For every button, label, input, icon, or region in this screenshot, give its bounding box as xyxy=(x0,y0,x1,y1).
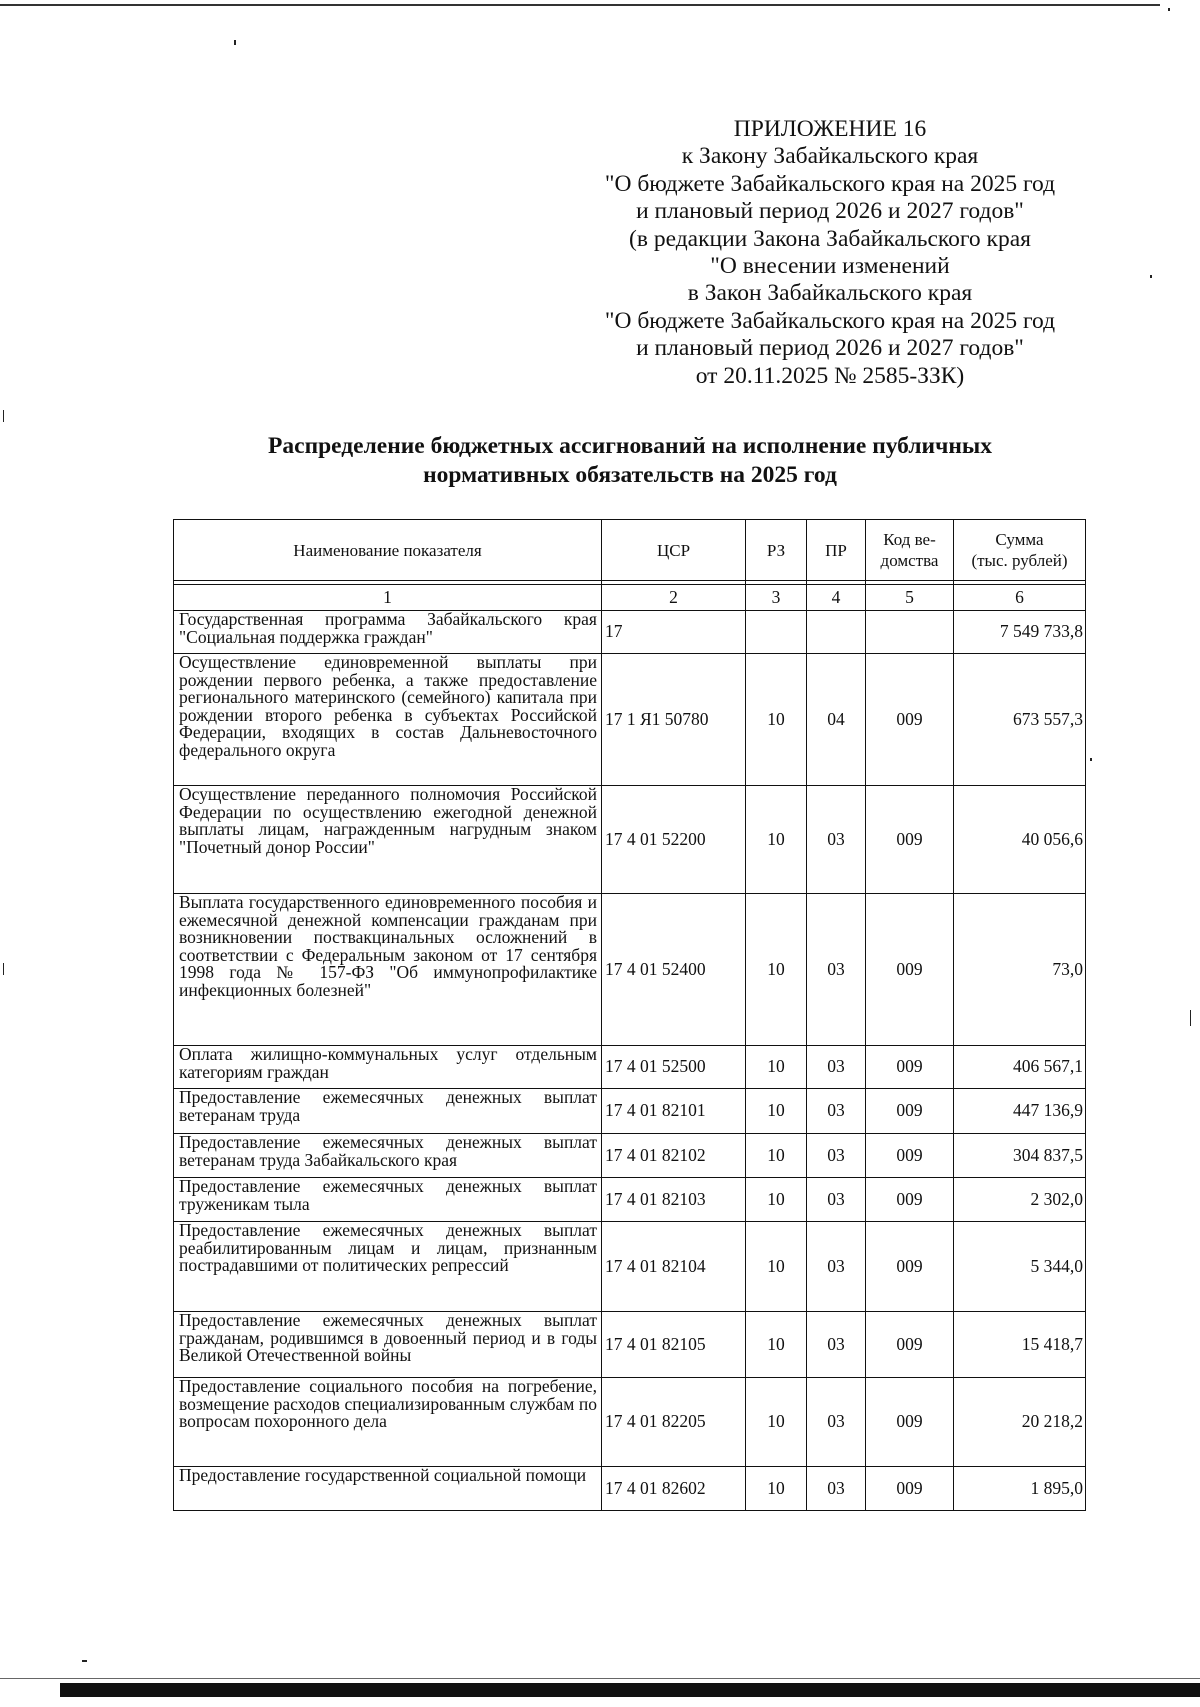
header-pr: ПР xyxy=(807,520,866,581)
table-row xyxy=(174,786,1086,894)
row-pr xyxy=(807,611,866,654)
table-row xyxy=(174,1089,1086,1134)
column-number: 4 xyxy=(807,585,866,611)
appendix-line: и плановый период 2026 и 2027 годов" xyxy=(636,198,1024,225)
row-name: Осуществление единовременной выплаты при рождении первого ребенка, а также предоставление регионального материнского (семейного) капитала при рождении второго ребенка в субъектах Российской Федерации, входящих в состав Дальневосточного федерального округа xyxy=(174,654,602,786)
appendix-line: "О бюджете Забайкальского края на 2025 год xyxy=(604,307,1056,334)
column-number: 1 xyxy=(174,585,602,611)
table-header-row xyxy=(174,520,1086,581)
scan-speck xyxy=(3,963,4,975)
row-csr: 17 4 01 52400 xyxy=(602,894,746,1046)
row-pr: 03 xyxy=(807,1046,866,1089)
table-body xyxy=(174,581,1086,1511)
appendix-line: ПРИЛОЖЕНИЕ 16 xyxy=(733,116,927,142)
row-sum: 73,0 xyxy=(954,894,1086,1046)
row-dept-code: 009 xyxy=(866,786,954,894)
row-sum: 1 895,0 xyxy=(954,1467,1086,1511)
row-csr: 17 4 01 82101 xyxy=(602,1089,746,1134)
row-rz xyxy=(746,611,807,654)
row-rz: 10 xyxy=(746,1312,807,1378)
row-pr: 03 xyxy=(807,786,866,894)
scan-speck xyxy=(1190,1010,1191,1026)
row-csr: 17 1 Я1 50780 xyxy=(602,654,746,786)
row-sum: 406 567,1 xyxy=(954,1046,1086,1089)
row-rz: 10 xyxy=(746,1467,807,1511)
row-sum: 673 557,3 xyxy=(954,654,1086,786)
table-row xyxy=(174,1312,1086,1378)
row-dept-code: 009 xyxy=(866,1134,954,1178)
table-row xyxy=(174,1134,1086,1178)
row-sum: 2 302,0 xyxy=(954,1178,1086,1222)
row-rz: 10 xyxy=(746,1046,807,1089)
table-row xyxy=(174,1178,1086,1222)
row-dept-code: 009 xyxy=(866,1178,954,1222)
document-title-line: Распределение бюджетных ассигнований на исполнение публичных xyxy=(268,433,992,459)
row-dept-code: 009 xyxy=(866,894,954,1046)
row-pr: 03 xyxy=(807,1312,866,1378)
row-rz: 10 xyxy=(746,1089,807,1134)
row-sum: 304 837,5 xyxy=(954,1134,1086,1178)
row-dept-code xyxy=(866,611,954,654)
header-dept-code-line: Код ве- xyxy=(883,530,936,549)
row-name: Предоставление ежемесячных денежных выплат ветеранам труда Забайкальского края xyxy=(174,1134,602,1178)
row-rz: 10 xyxy=(746,654,807,786)
header-sum-line: (тыс. рублей) xyxy=(971,551,1068,570)
row-csr: 17 4 01 82104 xyxy=(602,1222,746,1312)
row-dept-code: 009 xyxy=(866,1222,954,1312)
document-title-line: нормативных обязательств на 2025 год xyxy=(423,462,837,488)
row-dept-code: 009 xyxy=(866,1312,954,1378)
scan-speck xyxy=(1090,758,1092,761)
row-sum: 447 136,9 xyxy=(954,1089,1086,1134)
table-row xyxy=(174,1467,1086,1511)
header-name: Наименование показателя xyxy=(174,520,602,581)
row-name: Предоставление ежемесячных денежных выплат ветеранам труда xyxy=(174,1089,602,1134)
header-dept-code-line: домства xyxy=(880,551,939,570)
row-dept-code: 009 xyxy=(866,654,954,786)
appendix-line: и плановый период 2026 и 2027 годов" xyxy=(636,335,1024,362)
row-rz: 10 xyxy=(746,1378,807,1467)
table-row xyxy=(174,1046,1086,1089)
row-csr: 17 4 01 82105 xyxy=(602,1312,746,1378)
column-number: 3 xyxy=(746,585,807,611)
appendix-line: (в редакции Закона Забайкальского края xyxy=(629,225,1031,252)
header-sum xyxy=(954,520,1086,581)
row-rz: 10 xyxy=(746,1222,807,1312)
row-pr: 03 xyxy=(807,1134,866,1178)
row-dept-code: 009 xyxy=(866,1378,954,1467)
appendix-line: в Закон Забайкальского края xyxy=(687,280,973,307)
row-csr: 17 4 01 52200 xyxy=(602,786,746,894)
column-number-row xyxy=(174,585,1086,611)
table-row xyxy=(174,654,1086,786)
row-pr: 03 xyxy=(807,894,866,1046)
row-sum: 5 344,0 xyxy=(954,1222,1086,1312)
row-rz: 10 xyxy=(746,894,807,1046)
row-rz: 10 xyxy=(746,1134,807,1178)
row-pr: 03 xyxy=(807,1178,866,1222)
row-name: Предоставление ежемесячных денежных выплат труженикам тыла xyxy=(174,1178,602,1222)
column-number: 5 xyxy=(866,585,954,611)
column-number: 2 xyxy=(602,585,746,611)
row-dept-code: 009 xyxy=(866,1467,954,1511)
appendix-header xyxy=(560,116,1100,390)
scan-bottom-line xyxy=(0,1678,1200,1679)
scan-bottom-band xyxy=(60,1683,1200,1697)
row-csr: 17 4 01 82602 xyxy=(602,1467,746,1511)
table-row xyxy=(174,1378,1086,1467)
row-rz: 10 xyxy=(746,786,807,894)
row-name: Государственная программа Забайкальского края "Социальная поддержка граждан" xyxy=(174,611,602,654)
row-pr: 03 xyxy=(807,1222,866,1312)
row-sum: 20 218,2 xyxy=(954,1378,1086,1467)
budget-table xyxy=(173,519,1086,1511)
row-csr: 17 4 01 82102 xyxy=(602,1134,746,1178)
row-sum: 40 056,6 xyxy=(954,786,1086,894)
row-csr: 17 4 01 82103 xyxy=(602,1178,746,1222)
row-sum: 15 418,7 xyxy=(954,1312,1086,1378)
row-name: Предоставление ежемесячных денежных выплат гражданам, родившимся в довоенный период и в годы Великой Отечественной войны xyxy=(174,1312,602,1378)
appendix-line: к Закону Забайкальского края xyxy=(681,143,979,170)
row-csr: 17 4 01 82205 xyxy=(602,1378,746,1467)
table-row xyxy=(174,894,1086,1046)
row-pr: 04 xyxy=(807,654,866,786)
table-row xyxy=(174,1222,1086,1312)
table-row xyxy=(174,611,1086,654)
document-title xyxy=(140,432,1120,490)
scan-speck xyxy=(234,40,236,45)
row-name: Выплата государственного единовременного пособия и ежемесячной денежной компенсации гражданам при возникновении поствакцинальных осложнений в соответствии с Федеральным законом от 17 сентября 1998 года № 157-ФЗ "Об иммунопрофилактике инфекционных болезней" xyxy=(174,894,602,1046)
row-csr: 17 xyxy=(602,611,746,654)
appendix-line: "О бюджете Забайкальского края на 2025 год xyxy=(604,170,1056,197)
row-name: Оплата жилищно-коммунальных услуг отдельным категориям граждан xyxy=(174,1046,602,1089)
appendix-line: от 20.11.2025 № 2585-ЗЗК) xyxy=(695,362,965,389)
scan-top-line xyxy=(0,4,1160,6)
header-csr: ЦСР xyxy=(602,520,746,581)
row-name: Осуществление переданного полномочия Российской Федерации по осуществлению ежегодной денежной выплаты лицам, награжденным нагрудным знаком "Почетный донор России" xyxy=(174,786,602,894)
row-dept-code: 009 xyxy=(866,1089,954,1134)
scan-speck xyxy=(1150,275,1152,278)
row-name: Предоставление ежемесячных денежных выплат реабилитированным лицам и лицам, признанным пострадавшими от политических репрессий xyxy=(174,1222,602,1312)
scan-speck xyxy=(1168,8,1170,11)
row-pr: 03 xyxy=(807,1467,866,1511)
column-number: 6 xyxy=(954,585,1086,611)
row-csr: 17 4 01 52500 xyxy=(602,1046,746,1089)
appendix-line: "О внесении изменений xyxy=(710,253,950,280)
header-rz: РЗ xyxy=(746,520,807,581)
row-sum: 7 549 733,8 xyxy=(954,611,1086,654)
row-dept-code: 009 xyxy=(866,1046,954,1089)
header-sum-line: Сумма xyxy=(995,530,1044,549)
header-dept-code xyxy=(866,520,954,581)
row-rz: 10 xyxy=(746,1178,807,1222)
scan-speck xyxy=(82,1660,87,1662)
row-pr: 03 xyxy=(807,1089,866,1134)
row-pr: 03 xyxy=(807,1378,866,1467)
row-name: Предоставление социального пособия на погребение, возмещение расходов специализированным службам по вопросам похоронного дела xyxy=(174,1378,602,1467)
scan-speck xyxy=(3,410,4,422)
row-name: Предоставление государственной социальной помощи xyxy=(174,1467,602,1511)
